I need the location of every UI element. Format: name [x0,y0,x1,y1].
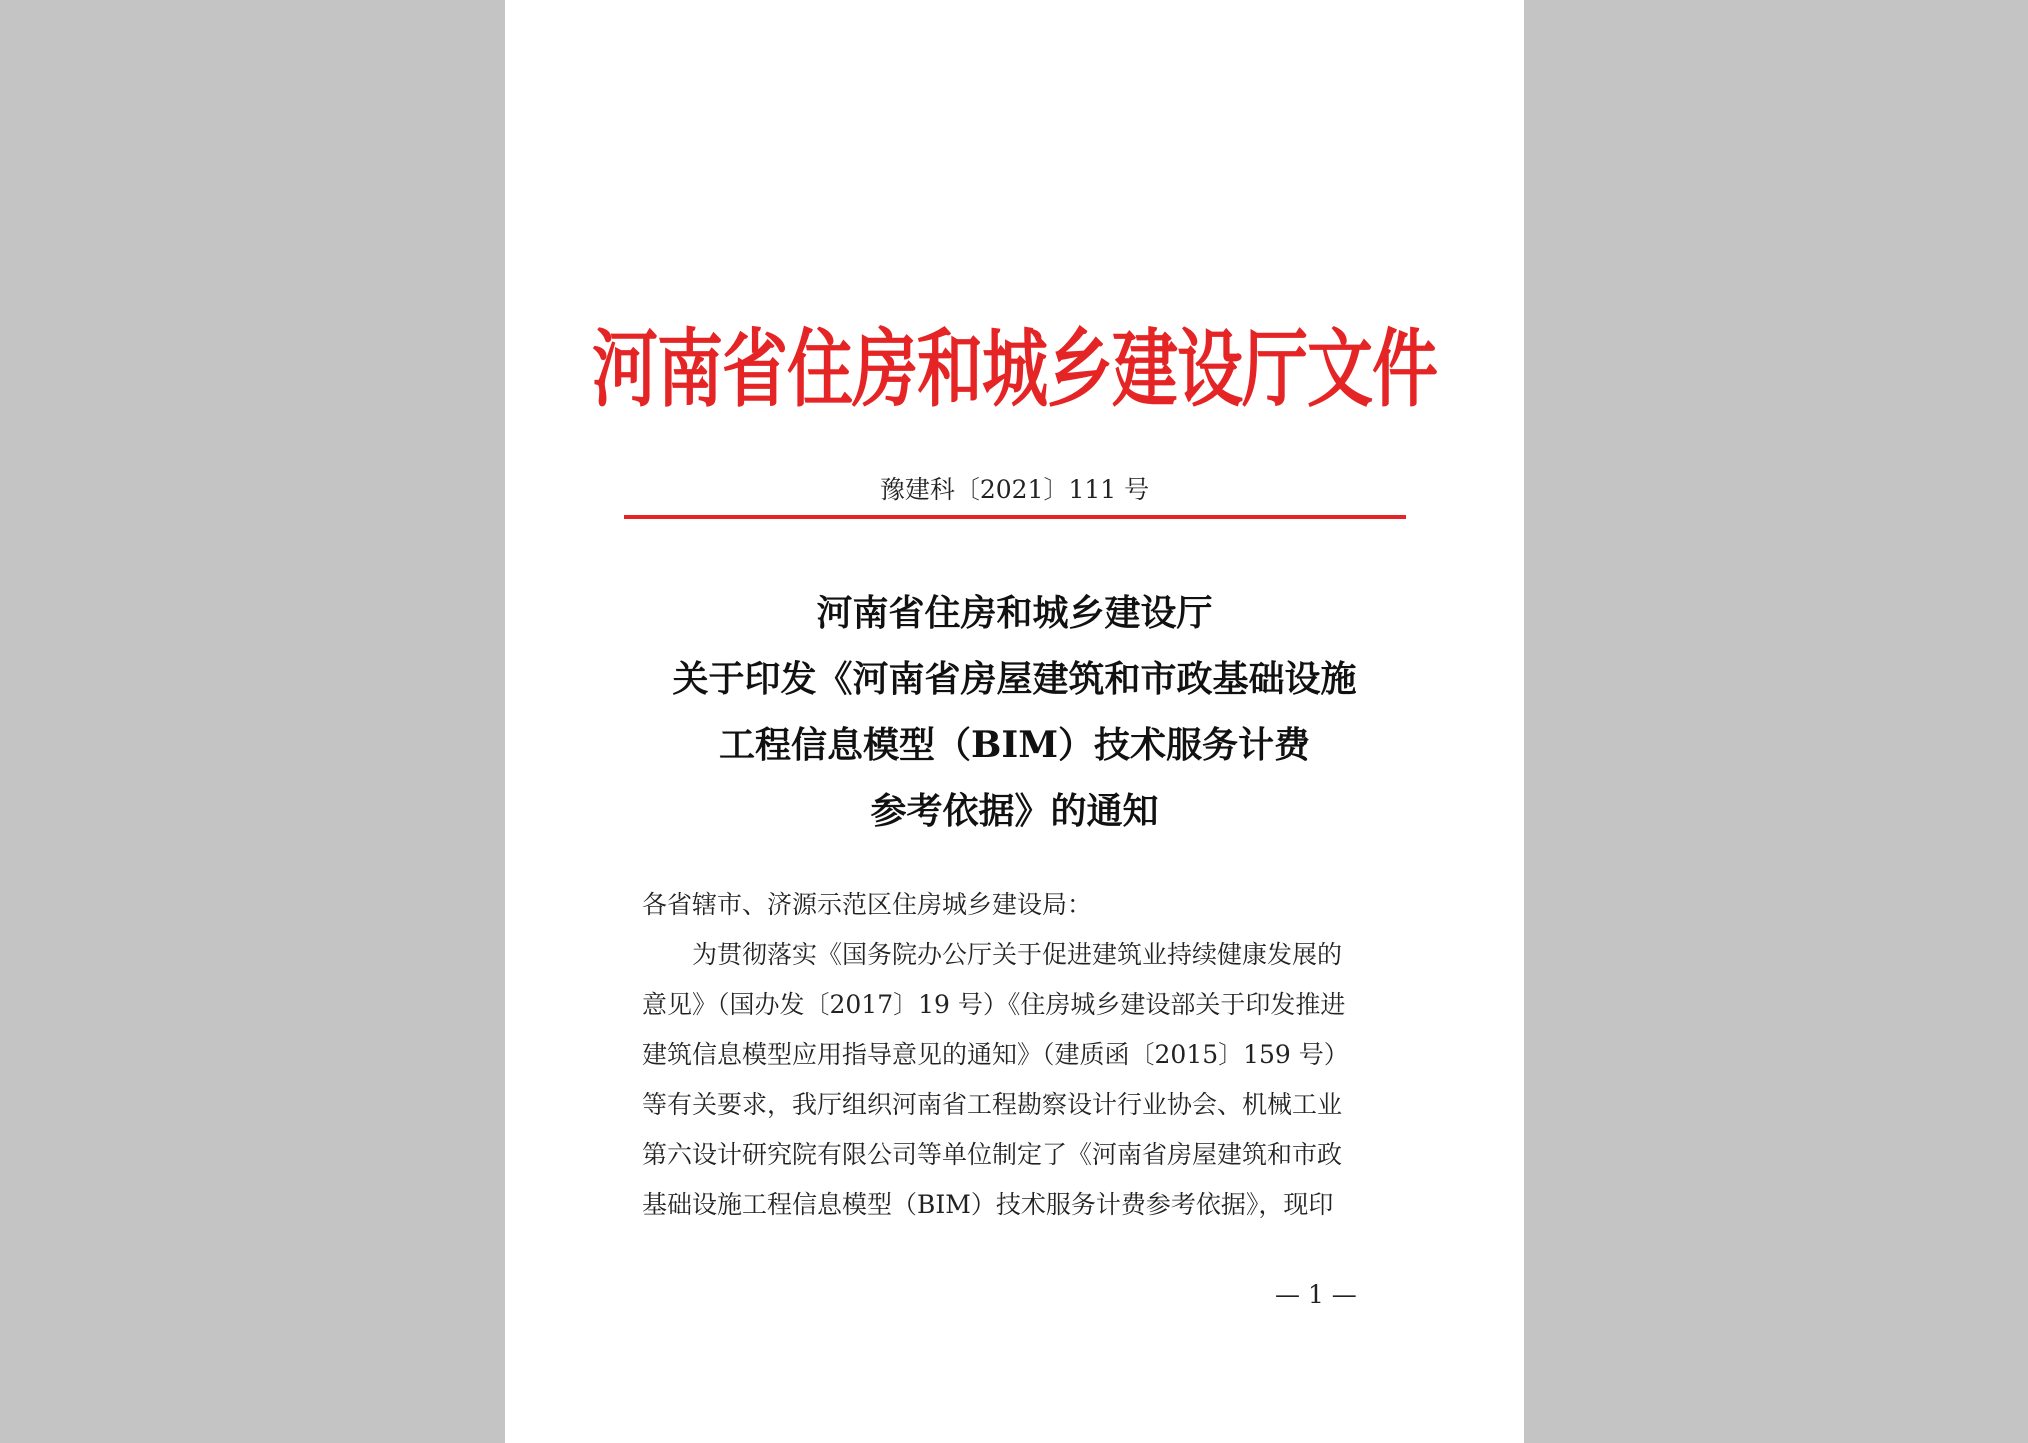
title-line: 工程信息模型（BIM）技术服务计费 [718,724,1311,766]
body-line: 第六设计研究院有限公司等单位制定了《河南省房屋建筑和市政 [642,1140,1343,1169]
document-body [642,880,1392,1230]
page-number: — 1 — [1275,1280,1357,1309]
salutation: 各省辖市、济源示范区住房城乡建设局： [642,890,1093,919]
body-line: 基础设施工程信息模型（BIM）技术服务计费参考依据》，现印 [642,1190,1334,1219]
body-line: 意见》（国办发〔2017〕19 号）《住房城乡建设部关于印发推进 [642,990,1346,1019]
body-line: 等有关要求，我厅组织河南省工程勘察设计行业协会、机械工业 [642,1090,1343,1119]
red-divider-line [624,515,1406,519]
document-title [505,580,1524,844]
body-line: 建筑信息模型应用指导意见的通知》（建质函〔2015〕159 号） [642,1040,1349,1069]
document-masthead: 河南省住房和城乡建设厅文件 [592,320,1437,419]
title-line: 河南省住房和城乡建设厅 [816,592,1213,634]
body-line: 为贯彻落实《国务院办公厅关于促进建筑业持续健康发展的 [692,940,1343,969]
document-number: 豫建科〔2021〕111 号 [879,475,1150,504]
title-line: 参考依据》的通知 [870,790,1159,832]
title-line: 关于印发《河南省房屋建筑和市政基础设施 [672,658,1357,700]
document-page [505,0,1524,1443]
